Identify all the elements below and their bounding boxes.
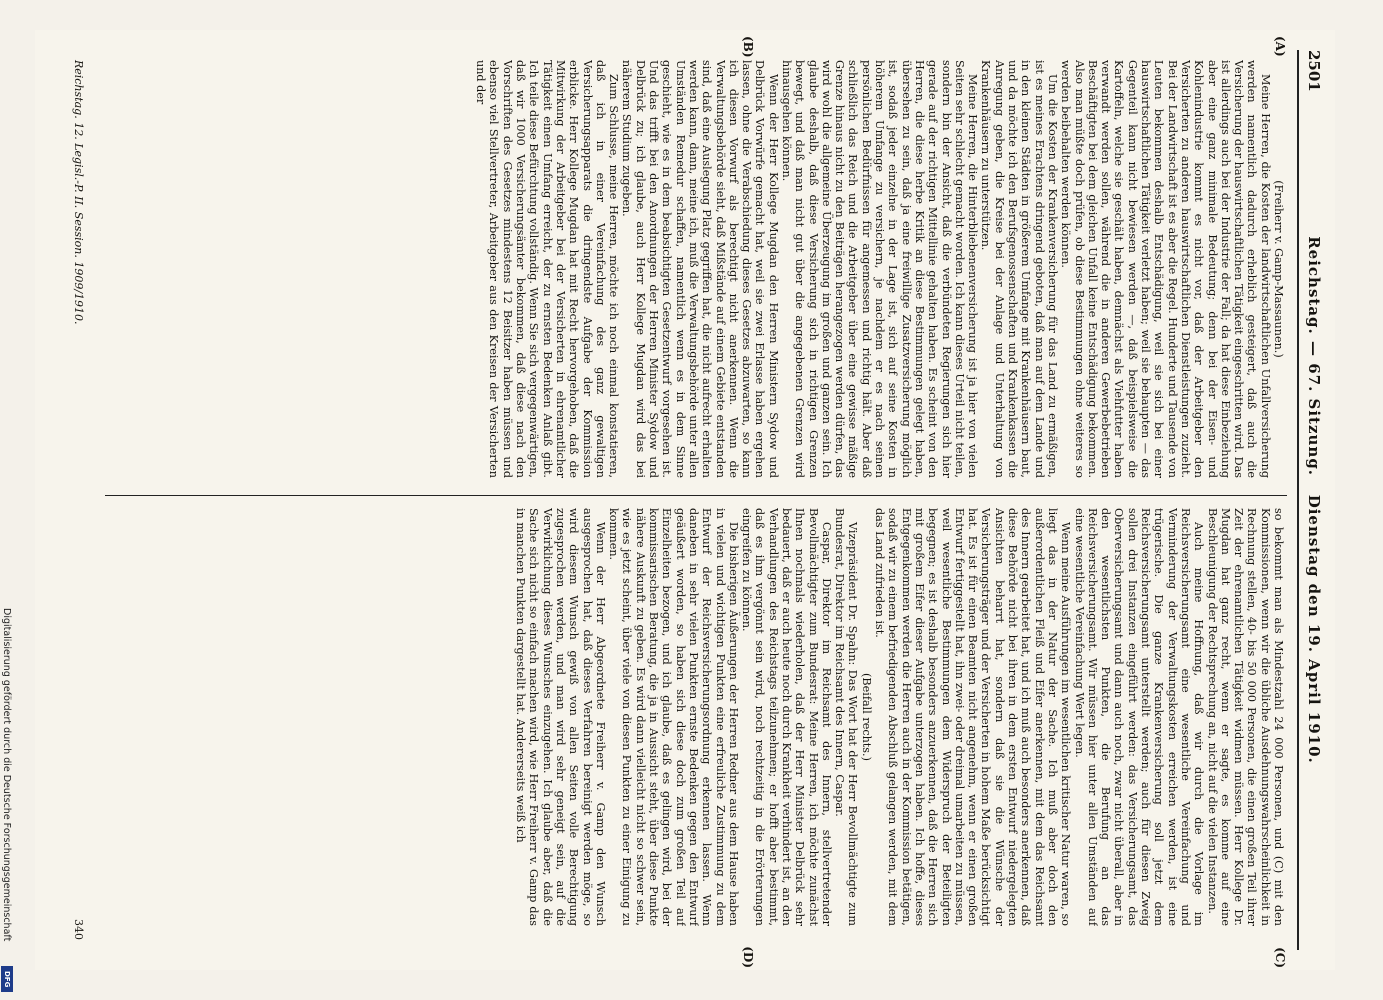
footer-publication: Reichstag. 12. Legisl.-P. II. Session. 1909/1910. — [72, 60, 85, 325]
paragraph: Wenn der Herr Kollege Mugdan den Herren Ministern Sydow und Delbrück Vorwürfe gemacht hat, weil sie zwei Erlasse haben ergehen lassen, ohne die Verabschiedung dieses Gesetzes abzuwarten, so kann ich diesen Vorwurf als berechtigt nicht anerkennen. Wenn die Verwaltungsbehörde sieht, daß Mißstände auf einem Gebiete entstanden sind, daß eine Auslegung Platz gegriffen hat, die nicht aufrecht erhalten werden kann, dann, meine ich, muß die Verwaltungsbehörde unter allen Umständen Remedur schaffen, namentlich wenn es in dem Sinne geschieht, wie es in dem beabsichtigten Gesetzentwurf vorgesehen ist. Und das trifft bei den Anordnungen der Herren Minister Sydow und Delbrück zu; ich glaube, auch Herr Kollege Mugdan wird das bei näherem Studium zugeben. — [620, 60, 780, 478]
page-footer — [65, 60, 85, 940]
paragraph: Caspar, Direktor im Reichsamt des Innern, stellvertretender Bevollmächtigter zum Bundesrat: Meine Herren, ich möchte zunächst Ihnen nochmals wiederholen, daß der Herr Minister Delbrück sehr bedauert, daß er auch heute noch durch Krankheit verhindert ist, an den Verhandlungen des Reichstags teilzunehmen; er hofft aber bestimmt, daß es ihm vergönnt sein wird, noch rechtzeitig in die Erörterungen eingreifen zu können. — [740, 508, 833, 926]
margin-marker-a: (A) — [1273, 36, 1287, 57]
paragraph: Um die Kosten der Krankenversicherung für das Land zu ermäßigen, ist es meines Erachtens dringend geboten, daß man auf dem Lande und in den kleinen Städten in größerem Umfange mit Krankenhäusern baut, und da möchte ich den Berufsgenossenschaften und Krankenkassen die Anregung geben, die Kreise bei der Anlage und Unterhaltung von Krankenhäusern zu unterstützen. — [979, 60, 1059, 478]
session-date: Dienstag den 19. April 1910. — [1305, 494, 1323, 764]
speaker-note: (Freiherr v. Gamp-Massaunen.) — [1272, 180, 1285, 358]
margin-marker-b: (B) — [741, 36, 755, 58]
margin-marker-d: (D) — [741, 946, 755, 968]
column-divider — [105, 495, 1287, 496]
session-name: Reichstag. — 67. Sitzung. — [1305, 236, 1323, 477]
page-number: 2501 — [1305, 50, 1323, 92]
document-page — [35, 30, 1335, 970]
paragraph: Wenn meine Ausführungen im wesentlichen kritischer Natur waren, so liegt das in der Natur der Sache. Ich muß aber doch den außerordentlichen Fleiß und Eifer anerkennen, mit dem das Reichsamt des Innern gearbeitet hat, und ich muß auch besonders anerkennen, daß diese Behörde nicht bei ihren in dem ersten Entwurf niedergelegten Ansichten beharrt hat, sondern daß sie die Wünsche der Versicherungsträger und der Versicherten in hohem Maße berücksichtigt hat. Es ist für einen Beamten nicht angenehm, wenn er einen großen Entwurf fertiggestellt hat, ihn zwei- oder dreimal umarbeiten zu müssen, weil wesentliche Bestimmungen dem Widerspruch der Beteiligten begegnen; es ist deshalb besonders anzuerkennen, daß die Herren sich mit großem Eifer dieser Aufgabe unterzogen haben. Ich hoffe, dieses Entgegenkommen werden die Herren auch in der Kommission betätigen, sodaß wir zu einem befriedigenden Abschluß gelangen werden, mit dem das Land zufrieden ist. — [873, 508, 1073, 926]
paragraph: Auch meine Hoffnung, daß wir durch die Vorlage im Reichsversicherungsamt eine wesentliche Vereinfachung und Verminderung der Verwaltungskosten erreichen werden, ist eine trügerische. Die ganze Krankenversicherung soll jetzt dem Reichsversicherungsamt unterstellt werden; auch für diesen Zweig sollen drei Instanzen eingeführt werden: das Versicherungsamt, das Oberversicherungsamt und dann auch noch, zwar nicht überall, aber in den wesentlichsten Punkten, die Berufung an das Reichsversicherungsamt. Wir müssen hier unter allen Umständen auf eine wesentliche Vereinfachung Wert legen. — [1072, 508, 1206, 926]
applause-note: (Beifall rechts.) — [859, 673, 873, 761]
paragraph: Zum Schlusse, meine Herren, möchte ich noch einmal konstatieren, daß ich in einer Vereinfachung des ganz gewaltigen Versicherungsapparats die dringendste Aufgabe der Kommission erblicke. Herr Kollege Mugdan hat mit Recht hervorgehoben, daß die Mitwirkung der Arbeitgeber bei der Versicherten in ehrenamtlicher Tätigkeit einen Umfang erreicht, der zu ernsten Bedenken Anlaß gibt. Ich teile diese Befürchtung vollständig. Wenn Sie sich vergegenwärtigen, daß wir 1000 Versicherungsämter bekommen, daß diese nach den Vorschriften des Gesetzes mindestens 12 Beisitzer haben müssen und ebenso viel Stellvertreter, Arbeitgeber aus den Kreisen der Versicherten und der — [474, 60, 621, 478]
dfg-logo-icon: DFG — [1, 966, 13, 992]
session-title — [1305, 50, 1323, 950]
margin-marker-c: (C) — [1273, 947, 1287, 968]
paragraph: Meine Herren, die Hinterbliebenenversicherung ist ja hier von vielen Seiten sehr schlecht gemacht worden. Ich kann dieses Urteil nicht teilen, sondern bin der Ansicht, daß die verbündeten Regierungen sich hier gerade auf der richtigen Mittellinie gehalten haben. Es scheint von den Herren, die diese herbe Kritik an diese Bestimmungen gelegt haben, übersehen zu sein, daß ja eine freiwillige Zusatzversicherung möglich ist, sodaß jeder einzelne in der Lage ist, sich auf seine Kosten in höherem Umfange zu versichern, je nachdem er es nach seinen persönlichen Bedürfnissen für angemessen und richtig hält. Aber daß schließlich das Reich und die Arbeitgeber über eine gewisse mäßige Grenze hinaus nicht zu den Beiträgen herangezogen werden dürfen, das wird wohl die allgemeine Überzeugung im großen und ganzen sein. Ich glaube deshalb, daß diese Versicherung sich in richtigen Grenzen bewegt, und daß man nicht gut über die angegebenen Grenzen wird hinausgehen können. — [780, 60, 980, 478]
page-header — [1297, 50, 1325, 950]
digitization-credit — [0, 0, 14, 1000]
paragraph: Die bisherigen Äußerungen der Herren Redner aus dem Hause haben in vielen und wichtigen Punkten eine erfreuliche Zustimmung zu dem Entwurf der Reichsversicherungsordnung erkennen lassen. Wenn daneben in sehr vielen Punkten ernste Bedenken gegen den Entwurf geäußert worden, so haben sich diese doch zum großen Teil auf Einzelheiten bezogen, und ich glaube, daß es gelingen wird, bei der kommissarischen Beratung, die ja in Aussicht steht, über diese Punkte nähere Auskunft zu geben. Es wird dann vielleicht nicht so schwer sein, wie es jetzt scheint, über viele von diesen Punkten zu einer Einigung zu kommen. — [607, 508, 740, 926]
paragraph: Meine Herren, die Kosten der landwirtschaftlichen Unfallversicherung werden namentlich dadurch erheblich gesteigert, daß auch die Versicherung der hauswirtschaftlichen Tätigkeit eingeschritten wird. Das ist allerdings auch bei der Industrie der Fall; da hat diese Einbeziehung aber eine ganz minimale Bedeutung; denn bei der Eisen- und Kohlenindustrie kommt es nicht vor, daß der Arbeitgeber den Versicherten zu anderen hauswirtschaftlichen Dienstleistungen zuzieht. Bei der Landwirtschaft ist es aber die Regel. Hunderte und Tausende von Leuten bekommen deshalb Entschädigung, weil sie sich bei einer hauswirtschaftlichen Tätigkeit verletzt haben; weil sie behaupten — das Gegenteil kann nicht bewiesen werden —, daß beispielsweise die Kartoffeln, welche sie geschält haben, demnächst als Viehfutter haben verwandt werden sollen, während die in anderen Gewerbebetrieben Beschäftigten bei dem gleichen Unfall keine Entschädigung bekommen. Also man müßte doch prüfen, ob diese Bestimmungen ohne weiteres so werden beibehalten werden können. — [1059, 60, 1272, 478]
text-column-right — [107, 508, 1285, 926]
text-column-left — [107, 60, 1285, 478]
credit-text: Digitalisierung gefördert durch die Deutsche Forschungsgemeinschaft — [1, 608, 12, 942]
paragraph: Wenn der Herr Abgeordnete Freiherr v. Gamp den Wunsch ausgesprochen hat, daß dieses Verfahren bereinigt werden möge, so wird diesem Wunsch gewiß von allen Seiten volle Berechtigung zugesprochen werden, und man wird sehr geneigt sein, auf die Verwirklichung dieses Wunsches einzugehen. Ich glaube aber, daß die Sache sich nicht so einfach machen wird, wie Herr Freiherr v. Gamp das in manchen Punkten dargestellt hat. Andererseits weiß ich — [514, 508, 607, 926]
paragraph: so bekommt man als Mindestzahl 24 000 Personen, und (C) mit den Kommissionen, wenn wir die übliche Ausdehnungswahrscheinlichkeit in Rechnung stellen, 40- bis 50 000 Personen, die einen großen Teil ihrer Zeit der ehrenamtlichen Tätigkeit widmen müssen. Herr Kollege Dr. Mugdan hat ganz recht, wenn er sagte, es komme auf eine Beschleunigung der Rechtsprechung an, nicht auf die vielen Instanzen. — [1205, 508, 1285, 926]
footer-page-number: 340 — [72, 919, 85, 940]
paragraph: Vizepräsident Dr. Spahn: Das Wort hat der Herr Bevollmächtigte zum Bundesrat, Direktor im Reichsamt des Innern, Caspar. — [833, 508, 860, 926]
